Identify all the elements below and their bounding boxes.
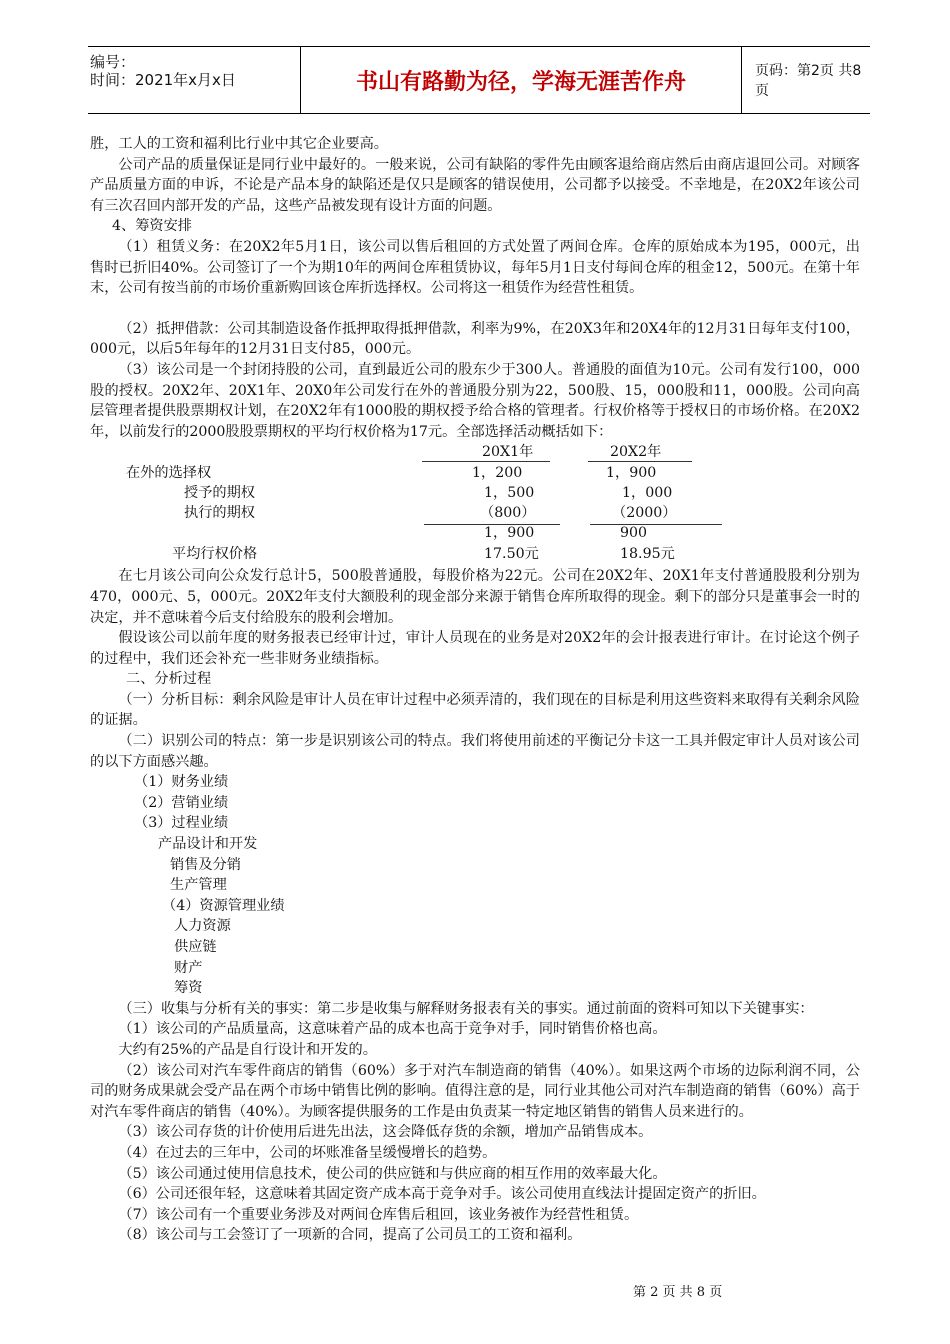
paragraph: 假设该公司以前年度的财务报表已经审计过，审计人员现在的业务是对20X2年的会计报表进行审计。在讨论这个例子的过程中，我们还会补充一些非财务业绩指标。	[90, 630, 860, 667]
document-body	[90, 134, 860, 1246]
list-item: （2）营销业绩	[134, 794, 229, 811]
section-heading: 4、筹资安排	[112, 218, 192, 235]
table-cell: 1，000	[622, 485, 673, 502]
paragraph: （1）租赁义务：在20X2年5月1日，该公司以售后租回的方式处置了两间仓库。仓库的原始成本为195，000元，出售时已折旧40%。公司签订了一个为期10年的两间仓库租赁协议，每年5月1日支付每间仓库的租金12，500元。在第十年末，公司有按当前的市场价重新购回该仓库折选择权。公司将这一租赁作为经营性租赁。	[90, 238, 860, 297]
list-item: 供应链	[174, 939, 217, 955]
table-row-label: 执行的期权	[184, 505, 255, 522]
paragraph: （三）收集与分析有关的事实：第二步是收集与解释财务报表有关的事实。通过前面的资料可知以下关键事实：	[118, 1000, 814, 1017]
list-item: 财产	[174, 959, 203, 976]
table-cell: 18.95元	[620, 546, 675, 563]
list-item: （4）资源管理业绩	[162, 897, 285, 914]
table-header-20x1: 20X1年	[482, 444, 534, 461]
fact-item: （3）该公司存货的计价使用后进先出法，这会降低存货的余额，增加产品销售成本。	[118, 1124, 653, 1141]
list-item: （3）过程业绩	[134, 815, 229, 832]
table-cell: 1，900	[484, 525, 535, 542]
paragraph: （2）抵押借款：公司其制造设备作抵押取得抵押借款，利率为9%，在20X3年和20X4年的12月31日每年支付100，000元，以后5年每年的12月31日支付85，000元。	[90, 320, 860, 358]
fact-item: （5）该公司通过使用信息技术，使公司的供应链和与供应商的相互作用的效率最大化。	[118, 1165, 667, 1182]
fact-item: （2）该公司对汽车零件商店的销售（60%）多于对汽车制造商的销售（40%）。如果这两个市场的边际利润不同，公司的财务成果就会受产品在两个市场中销售比例的影响。值得注意的是，同行业其他公司对汽车制造商的销售（60%）高于对汽车零件商店的销售（40%）。为顾客提供服务的工作是由负责某一特定地区销售的销售人员来进行的。	[90, 1062, 860, 1120]
table-cell: （2000）	[612, 505, 677, 522]
table-cell: 900	[620, 525, 648, 542]
fact-item: 大约有25%的产品是自行设计和开发的。	[118, 1041, 377, 1058]
list-item: 生产管理	[170, 877, 227, 894]
document-number-label: 编号：	[90, 53, 136, 71]
list-item: 产品设计和开发	[158, 836, 258, 853]
fact-item: （6）公司还很年轻，这意味着其固定资产成本高于竞争对手。该公司使用直线法计提固定资产的折旧。	[118, 1186, 766, 1203]
table-row-label: 授予的期权	[184, 485, 255, 502]
document-date: 时间：2021年x月x日	[90, 71, 236, 89]
list-item: 销售及分销	[170, 856, 241, 873]
section-heading: 二、分析过程	[126, 671, 212, 688]
paragraph: （一）分析目标：剩余风险是审计人员在审计过程中必须弄清的，我们现在的目标是利用这些资料来取得有关剩余风险的证据。	[90, 691, 860, 729]
list-item: 人力资源	[174, 918, 231, 935]
facts-list	[90, 1019, 860, 1246]
header-page-number: 页码：第2页 共8页	[755, 63, 862, 99]
table-row-label: 在外的选择权	[126, 465, 212, 482]
scorecard-list	[90, 772, 860, 999]
list-item: 筹资	[174, 980, 203, 997]
header-meta	[88, 47, 300, 113]
table-cell: 1，500	[484, 485, 535, 502]
list-item: （1）财务业绩	[134, 774, 229, 791]
paragraph: 公司产品的质量保证是同行业中最好的。一般来说，公司有缺陷的零件先由顾客退给商店然后由商店退回公司。对顾客产品质量方面的申诉，不论是产品本身的缺陷还是仅只是顾客的错误使用，公司都予以接受。不幸地是，在20X2年该公司有三次召回内部开发的产品，这些产品被发现有设计方面的问题。	[90, 156, 860, 214]
paragraph: 在七月该公司向公众发行总计5，500股普通股，每股价格为22元。公司在20X2年、20X1年支付普通股股利分别为470，000元、5，000元。20X2年支付大额股利的现金部分来源于销售仓库所取得的现金。剩下的部分只是董事会一时的决定，并不意味着今后支付给股东的股利会增加。	[90, 568, 860, 626]
header-motto: 书山有路勤为径，学海无涯苦作舟	[300, 47, 742, 113]
paragraph: （二）识别公司的特点：第一步是识别该公司的特点。我们将使用前述的平衡记分卡这一工具并假定审计人员对该公司的以下方面感兴趣。	[90, 733, 860, 770]
paragraph: （3）该公司是一个封闭持股的公司，直到最近公司的股东少于300人。普通股的面值为10元。公司有发行100，000股的授权。20X2年、20X1年、20X0年公司发行在外的普通股分别为22，500股、15，000股和11，000股。公司向高层管理者提供股票期权计划，在20X2年有1000股的期权授予给合格的管理者。行权价格等于授权日的市场价格。在20X2年，以前发行的2000股股票期权的平均行权价格为17元。全部选择活动概括如下：	[90, 361, 860, 440]
page-header	[88, 46, 870, 114]
page-footer: 第 2 页 共 8 页	[633, 1285, 723, 1300]
table-subtotal-rule	[590, 524, 722, 525]
table-row-label: 平均行权价格	[172, 546, 258, 563]
options-table	[90, 442, 860, 668]
fact-item: （1）该公司的产品质量高，这意味着产品的成本也高于竞争对手，同时销售价格也高。	[118, 1021, 667, 1038]
table-cell: 1，200	[472, 465, 523, 482]
blank-line	[90, 299, 860, 319]
table-header-rule	[422, 461, 550, 462]
table-cell: （800）	[480, 505, 536, 522]
table-header-rule	[588, 461, 692, 462]
paragraph: 胜，工人的工资和福利比行业中其它企业要高。	[90, 136, 388, 152]
table-cell: 17.50元	[484, 546, 539, 563]
table-cell: 1，900	[606, 465, 657, 482]
fact-item: （7）该公司有一个重要业务涉及对两间仓库售后租回，该业务被作为经营性租赁。	[118, 1206, 639, 1223]
fact-item: （4）在过去的三年中，公司的坏账准备呈缓慢增长的趋势。	[118, 1144, 497, 1161]
table-header-20x2: 20X2年	[610, 444, 662, 461]
fact-item: （8）该公司与工会签订了一项新的合同，提高了公司员工的工资和福利。	[118, 1227, 582, 1244]
